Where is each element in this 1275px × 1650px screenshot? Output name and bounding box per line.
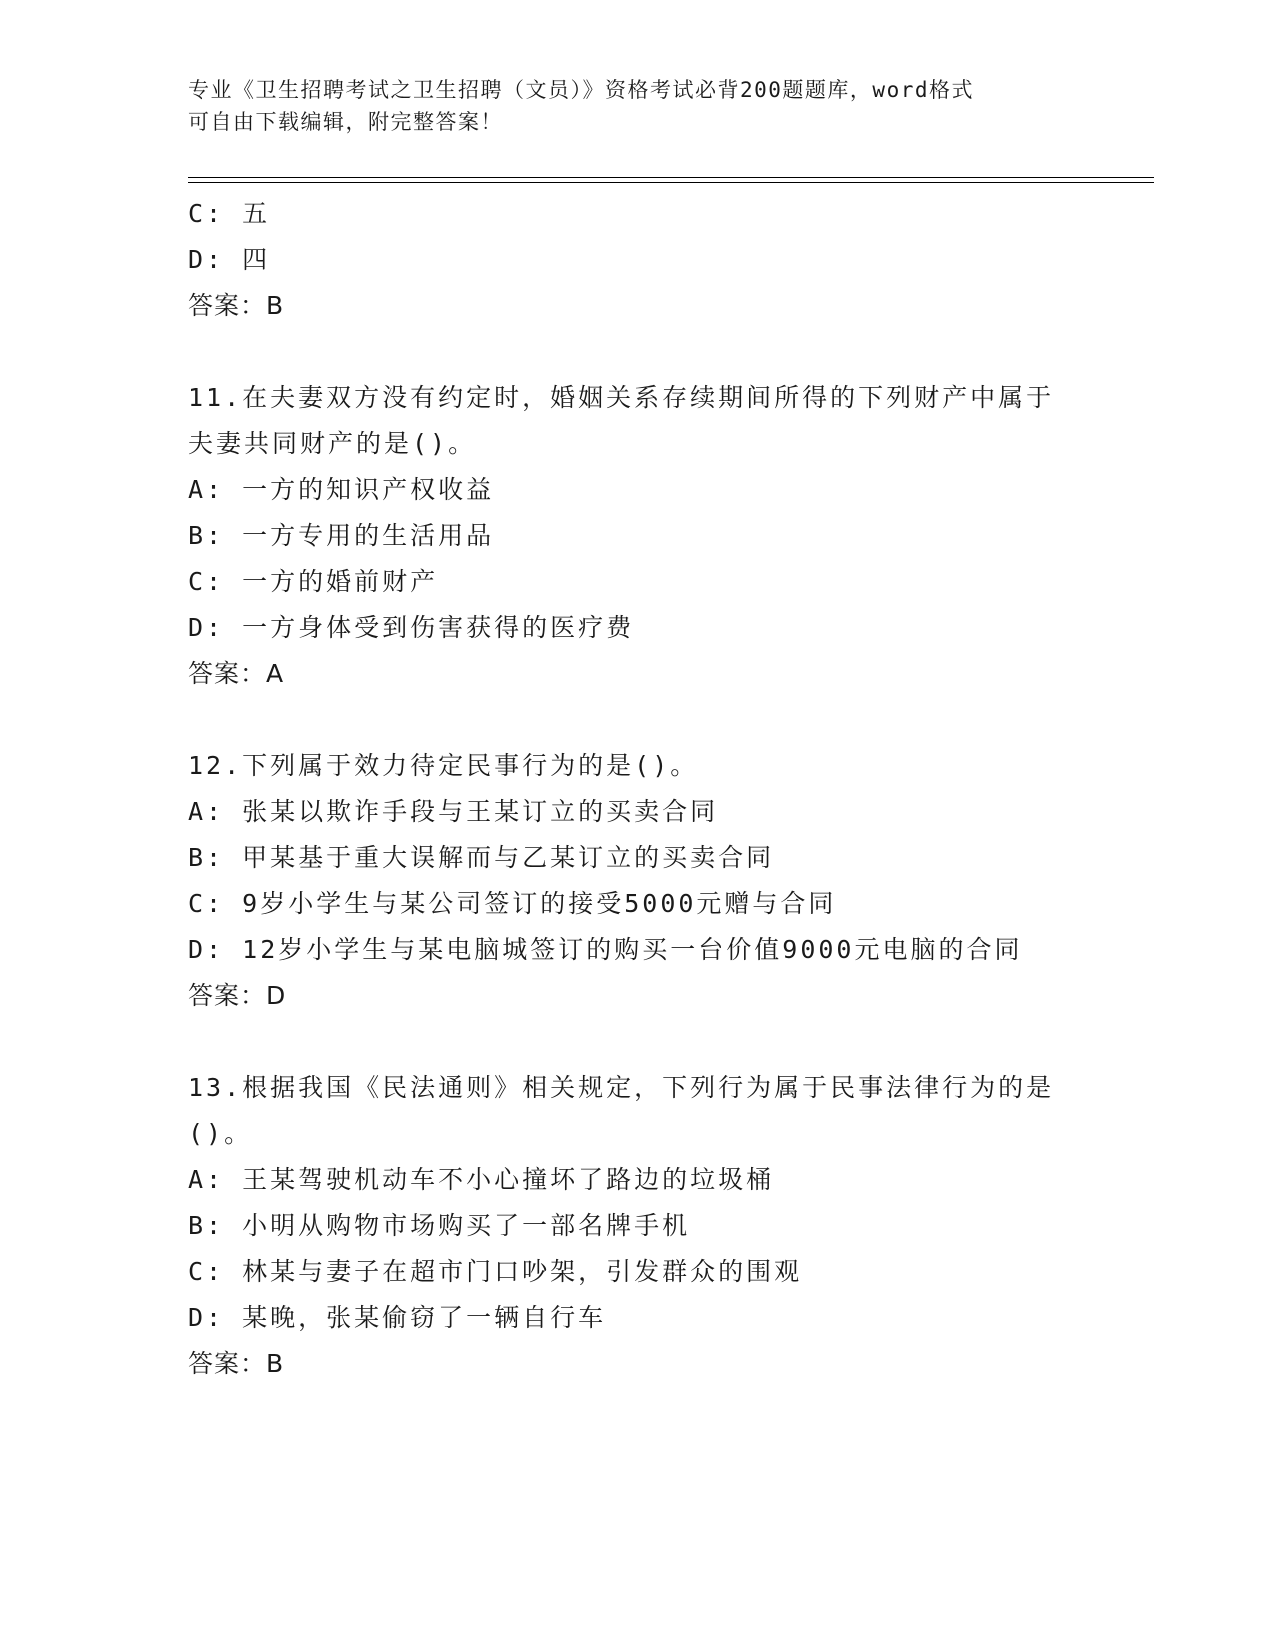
option-line — [188, 835, 1148, 881]
question-stem-line: 夫妻共同财产的是()。 — [188, 429, 477, 458]
option-text: 五 — [242, 199, 271, 228]
option-text: 四 — [242, 245, 271, 274]
previous-question-tail — [188, 191, 1148, 329]
option-label: A: — [188, 797, 225, 826]
option-text: 一方身体受到伤害获得的医疗费 — [242, 613, 635, 642]
option-text: 一方专用的生活用品 — [242, 521, 495, 550]
option-line — [188, 1249, 1148, 1295]
answer-line: 答案：B — [188, 291, 285, 320]
option-text: 甲某基于重大误解而与乙某订立的买卖合同 — [242, 843, 775, 872]
question-11 — [188, 375, 1148, 697]
option-line — [188, 559, 1148, 605]
option-label: B: — [188, 521, 225, 550]
question-body — [188, 191, 1148, 1387]
option-text: 一方的婚前财产 — [242, 567, 439, 596]
option-label: D: — [188, 613, 225, 642]
option-label: C: — [188, 889, 225, 918]
question-stem-line: ()。 — [188, 1119, 253, 1148]
option-text: 12岁小学生与某电脑城签订的购买一台价值9000元电脑的合同 — [242, 935, 1023, 964]
header-title-line-1: 专业《卫生招聘考试之卫生招聘（文员）》资格考试必背200题题库，word格式 — [188, 78, 974, 102]
option-text: 一方的知识产权收益 — [242, 475, 495, 504]
answer-line: 答案：B — [188, 1349, 285, 1378]
spacer — [188, 697, 1148, 743]
option-text: 9岁小学生与某公司签订的接受5000元赠与合同 — [242, 889, 837, 918]
option-text: 某晚，张某偷窃了一辆自行车 — [242, 1303, 607, 1332]
document-header — [188, 74, 1088, 138]
option-line — [188, 513, 1148, 559]
option-label: C: — [188, 567, 225, 596]
option-label: B: — [188, 843, 225, 872]
option-text: 林某与妻子在超市门口吵架，引发群众的围观 — [242, 1257, 803, 1286]
option-line — [188, 237, 1148, 283]
question-12 — [188, 743, 1148, 1019]
question-stem-line: 12.下列属于效力待定民事行为的是()。 — [188, 751, 699, 780]
option-line — [188, 1203, 1148, 1249]
option-text: 张某以欺诈手段与王某订立的买卖合同 — [242, 797, 719, 826]
answer-line: 答案：D — [188, 981, 287, 1010]
option-label: C: — [188, 1257, 225, 1286]
option-label: D: — [188, 1303, 225, 1332]
option-label: D: — [188, 935, 225, 964]
spacer — [188, 1019, 1148, 1065]
header-title-line-2: 可自由下载编辑，附完整答案！ — [188, 110, 503, 134]
option-label: A: — [188, 475, 225, 504]
question-13 — [188, 1065, 1148, 1387]
option-line — [188, 881, 1148, 927]
header-divider-top — [188, 177, 1154, 178]
option-text: 小明从购物市场购买了一部名牌手机 — [242, 1211, 691, 1240]
option-label: A: — [188, 1165, 225, 1194]
option-line — [188, 467, 1148, 513]
spacer — [188, 329, 1148, 375]
option-line — [188, 605, 1148, 651]
answer-line: 答案：A — [188, 659, 285, 688]
question-stem-line: 13.根据我国《民法通则》相关规定，下列行为属于民事法律行为的是 — [188, 1073, 1055, 1102]
option-line — [188, 1157, 1148, 1203]
option-text: 王某驾驶机动车不小心撞坏了路边的垃圾桶 — [242, 1165, 775, 1194]
question-stem-line: 11.在夫妻双方没有约定时，婚姻关系存续期间所得的下列财产中属于 — [188, 383, 1055, 412]
option-line — [188, 789, 1148, 835]
header-divider-bottom — [188, 182, 1154, 183]
option-label: B: — [188, 1211, 225, 1240]
option-line — [188, 191, 1148, 237]
option-label: C: — [188, 199, 225, 228]
option-label: D: — [188, 245, 225, 274]
option-line — [188, 1295, 1148, 1341]
option-line — [188, 927, 1148, 973]
